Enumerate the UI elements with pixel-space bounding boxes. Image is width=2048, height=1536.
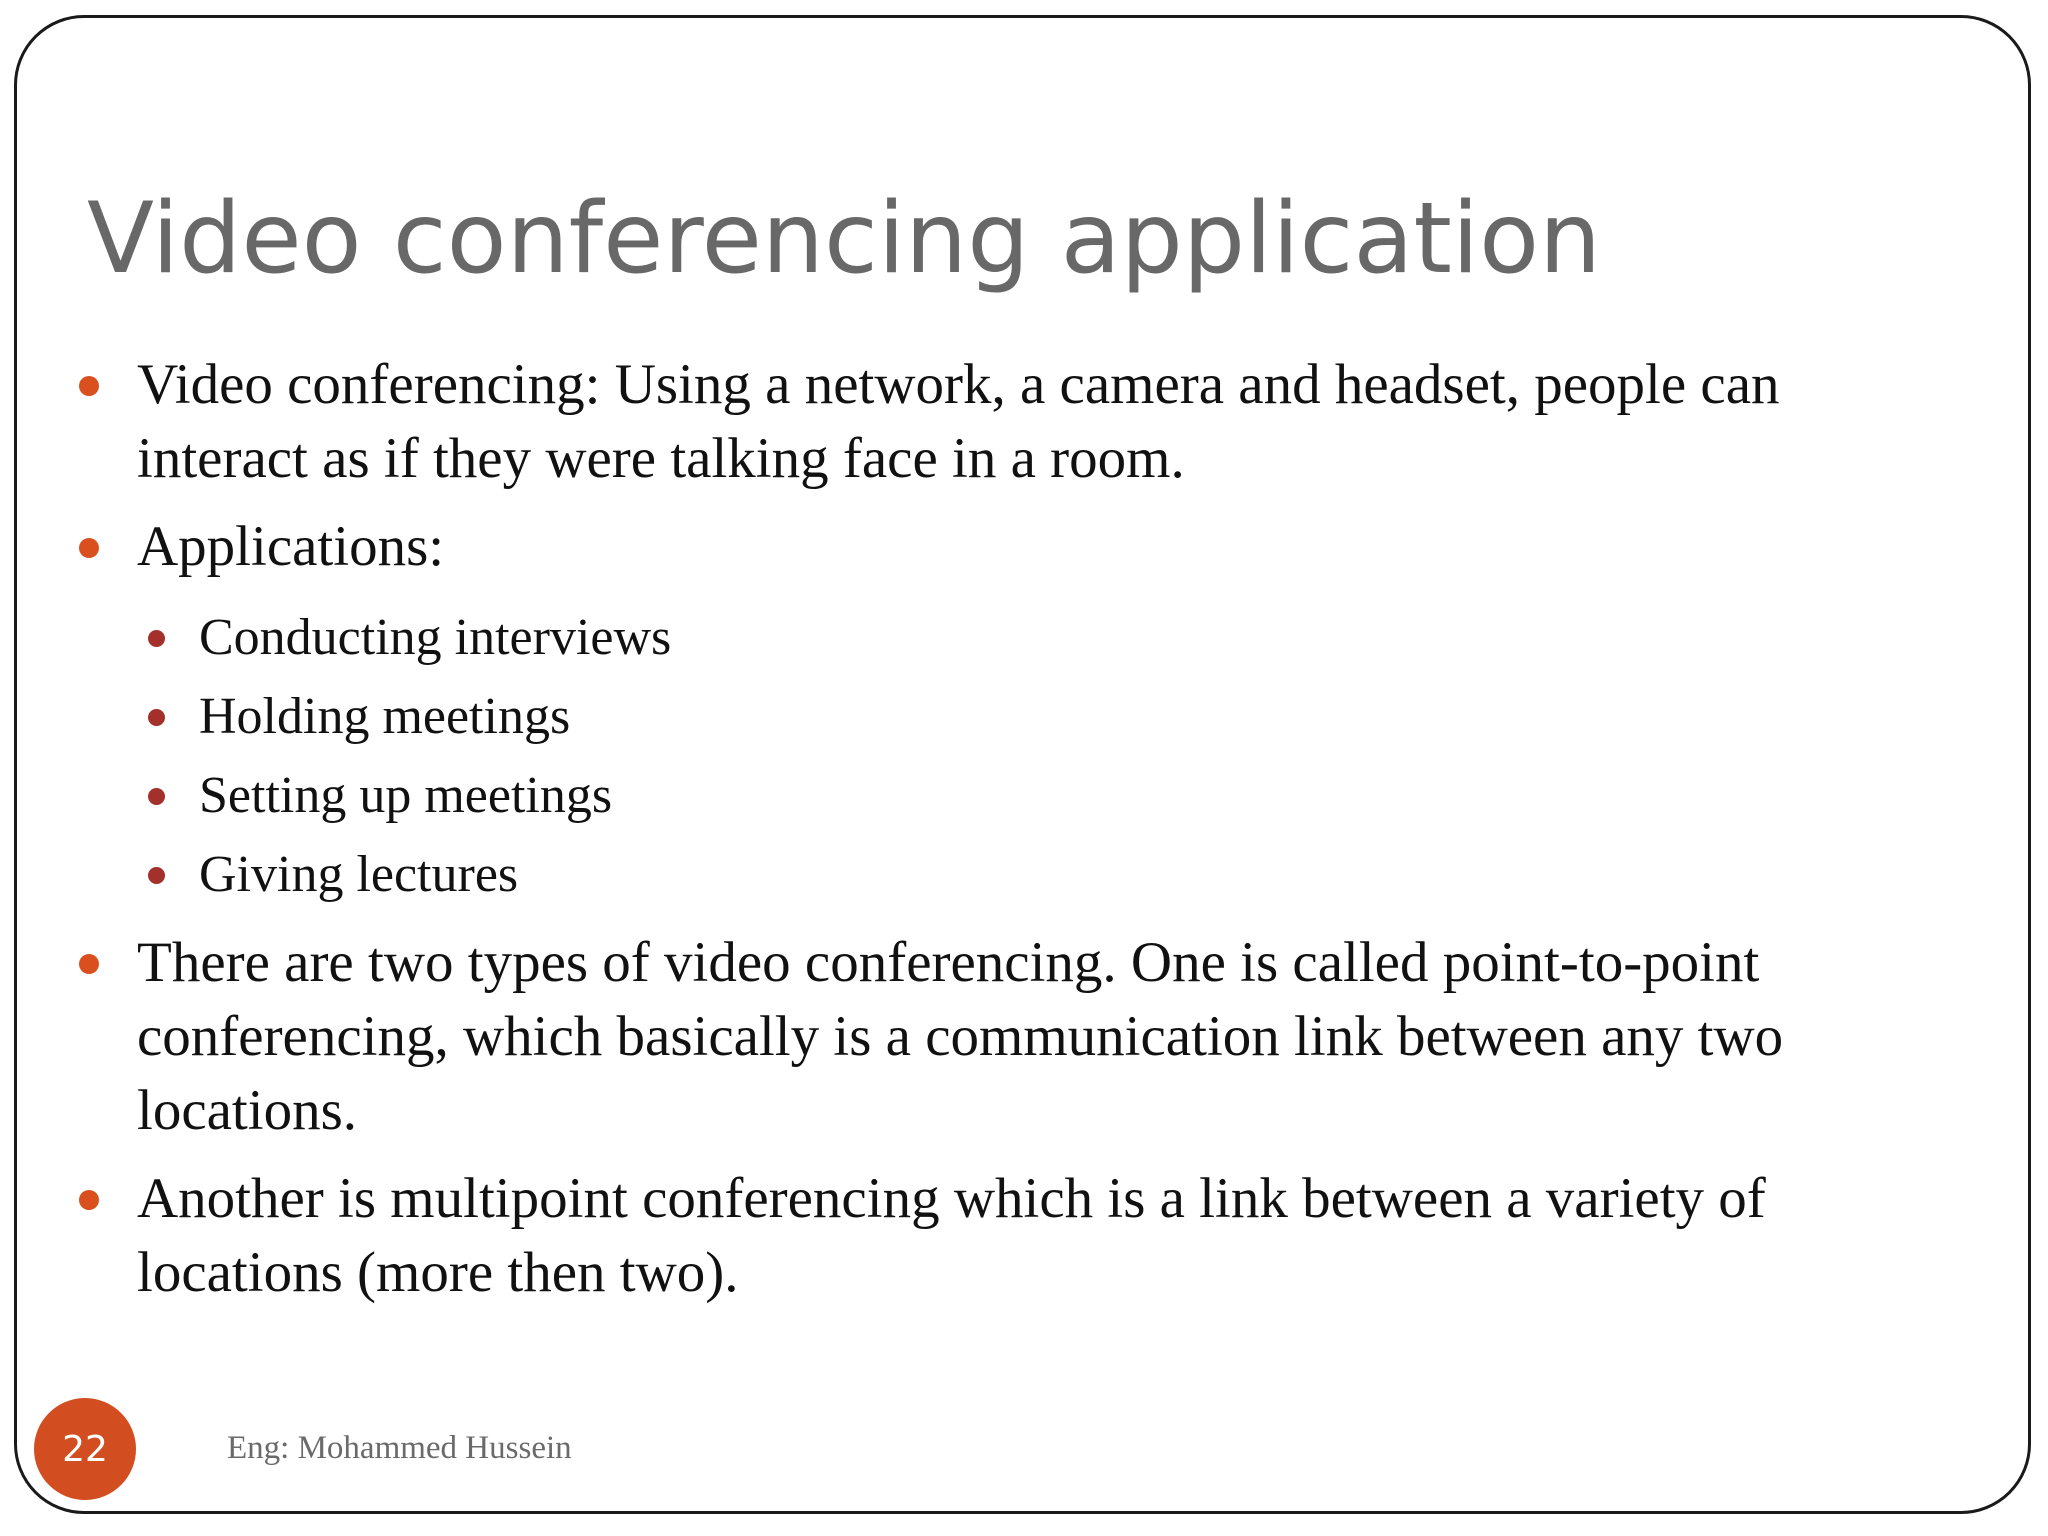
slide-title: Video conferencing application [87, 182, 1602, 296]
sub-bullet-dot-icon [148, 709, 165, 726]
sub-bullet-text: Holding meetings [199, 688, 571, 745]
bullet-item [17, 1162, 2034, 1310]
sub-bullet-item [17, 756, 2034, 835]
bullet-text: Another is multipoint conferencing which is a link between a variety of locations (more then two). [137, 1167, 1766, 1304]
bullet-item [17, 348, 2034, 496]
sub-bullet-item [17, 598, 2034, 677]
bullet-dot-icon [79, 538, 99, 558]
sub-bullet-item [17, 677, 2034, 756]
sub-bullet-dot-icon [148, 788, 165, 805]
slide [14, 15, 2031, 1514]
sub-bullet-list [17, 598, 2034, 914]
bullet-item [17, 926, 2034, 1148]
bullet-item [17, 510, 2034, 584]
sub-bullet-dot-icon [148, 630, 165, 647]
sub-bullet-dot-icon [148, 867, 165, 884]
bullet-dot-icon [79, 954, 99, 974]
footer-author: Eng: Mohammed Hussein [227, 1430, 572, 1466]
page-number-badge: 22 [34, 1398, 136, 1500]
sub-bullet-text: Giving lectures [199, 846, 519, 903]
sub-bullet-text: Conducting interviews [199, 609, 672, 666]
bullet-text: There are two types of video conferencing. One is called point-to-point conferencing, which basically is a communication link between any two locations. [137, 931, 1784, 1142]
bullet-text: Video conferencing: Using a network, a camera and headset, people can interact as if they were talking face in a room. [137, 353, 1780, 490]
sub-bullet-text: Setting up meetings [199, 767, 613, 824]
bullet-dot-icon [79, 376, 99, 396]
sub-bullet-item [17, 835, 2034, 914]
bullet-text: Applications: [137, 515, 445, 578]
slide-content [17, 348, 2034, 1324]
bullet-dot-icon [79, 1190, 99, 1210]
